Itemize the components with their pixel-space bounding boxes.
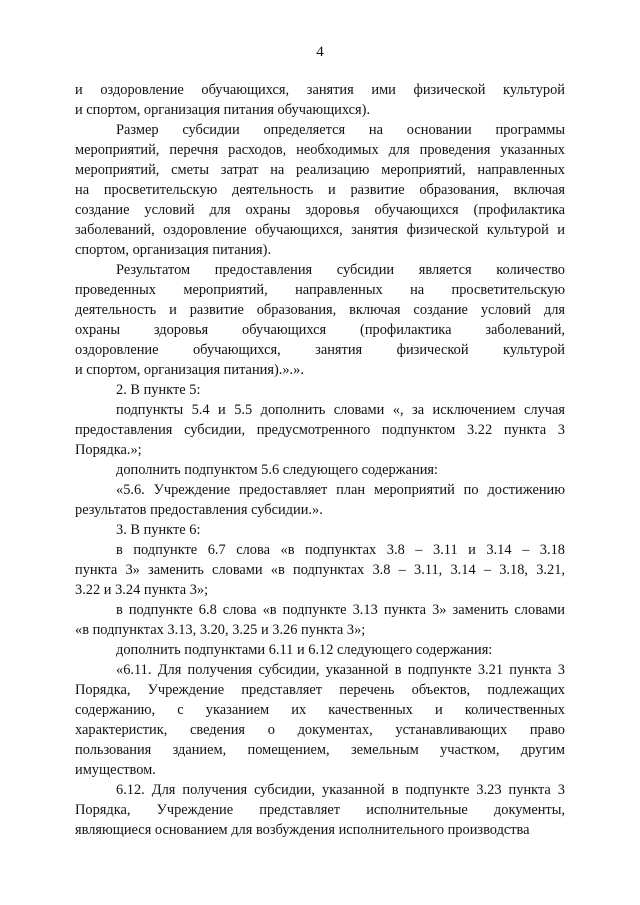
text-line: Порядка.»; xyxy=(75,442,142,458)
text-line: создание условий для охраны здоровья обучающихся (профилактика xyxy=(75,202,565,218)
text-line: подпункты 5.4 и 5.5 дополнить словами «, за исключением случая xyxy=(116,402,565,418)
text-line: предоставления субсидии, предусмотренного подпунктом 3.22 пункта 3 xyxy=(75,422,565,438)
paragraph xyxy=(75,80,565,120)
paragraph xyxy=(75,780,565,840)
paragraph xyxy=(75,120,565,260)
text-line: «6.11. Для получения субсидии, указанной в подпункте 3.21 пункта 3 xyxy=(116,662,565,678)
paragraph xyxy=(75,540,565,600)
page-number: 4 xyxy=(316,44,324,60)
text-line: содержанию, с указанием их качественных и количественных xyxy=(75,702,565,718)
paragraph xyxy=(75,380,565,400)
paragraph xyxy=(75,460,565,480)
text-line: оздоровление обучающихся, занятия физической культурой xyxy=(75,342,565,358)
text-line: заболеваний, оздоровление обучающихся, занятия физической культурой и xyxy=(75,222,565,238)
text-line: Размер субсидии определяется на основании программы xyxy=(116,122,565,138)
paragraph xyxy=(75,480,565,520)
text-line: в подпункте 6.8 слова «в подпункте 3.13 пункта 3» заменить словами xyxy=(116,602,565,618)
document-body xyxy=(75,80,565,840)
text-line: и спортом, организация питания).».». xyxy=(75,362,304,378)
text-line: мероприятий, сметы затрат на реализацию мероприятий, направленных xyxy=(75,162,565,178)
text-line: «в подпунктах 3.13, 3.20, 3.25 и 3.26 пункта 3»; xyxy=(75,622,366,638)
text-line: в подпункте 6.7 слова «в подпунктах 3.8 – 3.11 и 3.14 – 3.18 xyxy=(116,542,565,558)
text-line: 6.12. Для получения субсидии, указанной в подпункте 3.23 пункта 3 xyxy=(116,782,565,798)
paragraph xyxy=(75,400,565,460)
paragraph xyxy=(75,600,565,640)
text-line: дополнить подпунктом 5.6 следующего содержания: xyxy=(116,462,439,478)
text-line: мероприятий, перечня расходов, необходимых для проведения указанных xyxy=(75,142,565,158)
text-line: «5.6. Учреждение предоставляет план мероприятий по достижению xyxy=(116,482,565,498)
text-line: дополнить подпунктами 6.11 и 6.12 следующего содержания: xyxy=(116,642,493,658)
text-line: имуществом. xyxy=(75,762,156,778)
text-line: деятельность и развитие образования, включая создание условий для xyxy=(75,302,565,318)
text-line: охраны здоровья обучающихся (профилактика заболеваний, xyxy=(75,322,565,338)
text-line: пункта 3» заменить словами «в подпунктах 3.8 – 3.11, 3.14 – 3.18, 3.21, xyxy=(75,562,565,578)
text-line: 3.22 и 3.24 пункта 3»; xyxy=(75,582,209,598)
text-line: 2. В пункте 5: xyxy=(116,382,201,398)
text-line: на просветительскую деятельность и развитие образования, включая xyxy=(75,182,565,198)
text-line: результатов предоставления субсидии.». xyxy=(75,502,323,518)
text-line: пользования зданием, помещением, земельным участком, другим xyxy=(75,742,565,758)
text-line: Порядка, Учреждение представляет исполнительные документы, xyxy=(75,802,565,818)
text-line: Порядка, Учреждение представляет перечень объектов, подлежащих xyxy=(75,682,565,698)
text-line: и оздоровление обучающихся, занятия ими физической культурой xyxy=(75,82,565,98)
paragraph xyxy=(75,640,565,660)
paragraph xyxy=(75,660,565,780)
text-line: 3. В пункте 6: xyxy=(116,522,201,538)
paragraph xyxy=(75,520,565,540)
text-line: Результатом предоставления субсидии является количество xyxy=(116,262,565,278)
paragraph xyxy=(75,260,565,380)
text-line: характеристик, сведения о документах, устанавливающих право xyxy=(75,722,565,738)
text-line: спортом, организация питания). xyxy=(75,242,272,258)
text-line: и спортом, организация питания обучающихся). xyxy=(75,102,371,118)
text-line: проведенных мероприятий, направленных на просветительскую xyxy=(75,282,565,298)
text-line: являющиеся основанием для возбуждения исполнительного производства xyxy=(75,822,530,838)
